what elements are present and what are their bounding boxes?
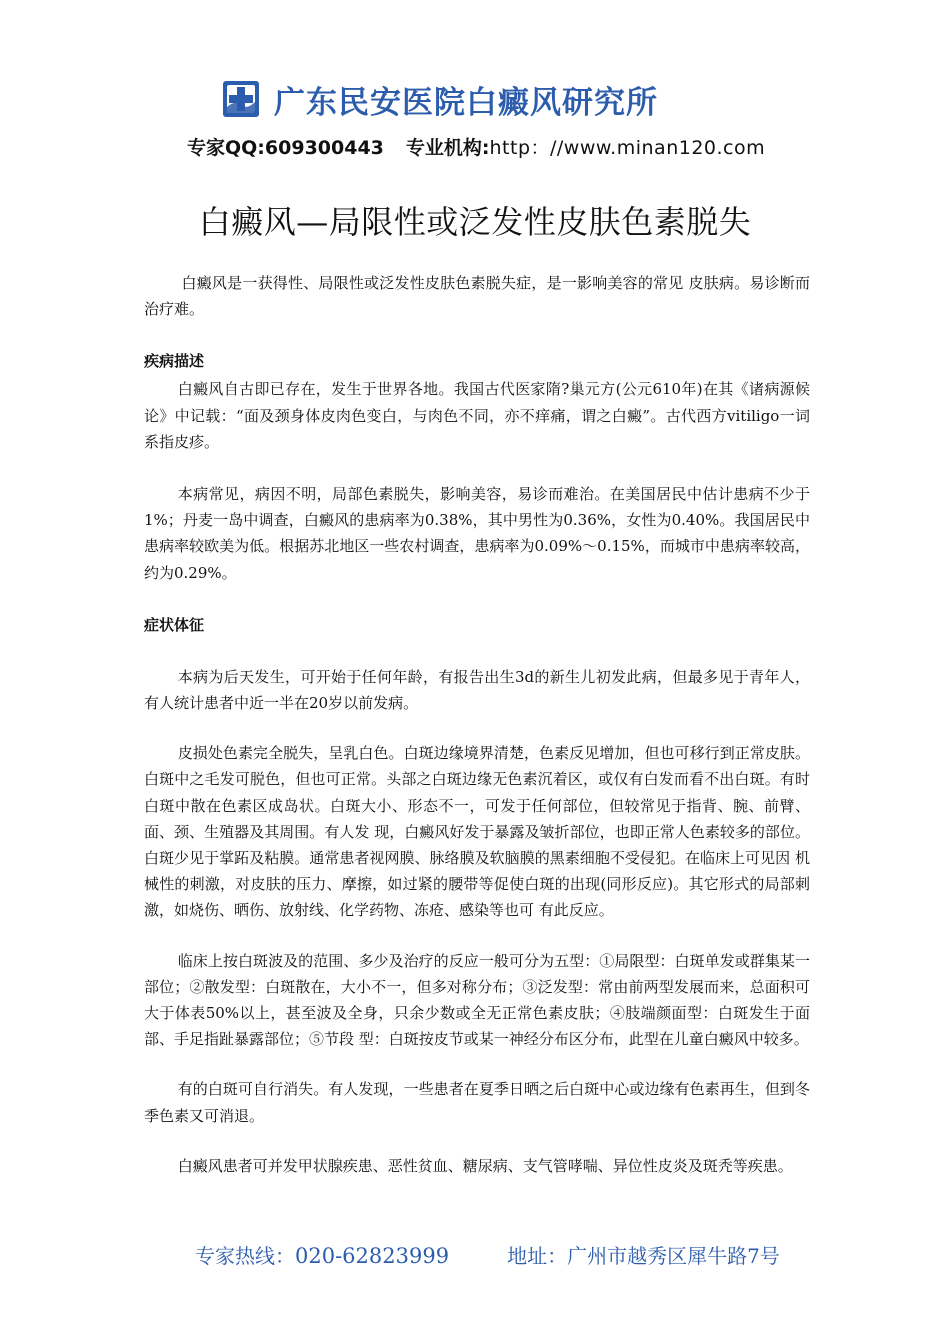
qq-number: 609300443 [264, 137, 384, 159]
footer-contact [195, 1240, 780, 1269]
paragraph: 白癜风患者可并发甲状腺疾患、恶性贫血、糖尿病、支气管哮喘、异位性皮炎及斑秃等疾患。 [177, 1156, 793, 1175]
paragraph: 白癜风自古即已存在，发生于世界各地。我国古代医家隋?巢元方(公元610年)在其《诸病源候论》中记载：“面及颈身体皮肉色变白，与肉色不同，亦不痒痛，谓之白癜”。古代西方vitiligo一词系指皮疹。 [144, 380, 810, 451]
hotline-label: 专家热线： [195, 1244, 295, 1268]
qq-label: 专家QQ: [187, 137, 265, 159]
article-body [144, 270, 810, 1179]
paragraph: 皮损处色素完全脱失，呈乳白色。白斑边缘境界清楚，色素反见增加，但也可移行到正常皮肤。白斑中之毛发可脱色，但也可正常。头部之白斑边缘无色素沉着区，或仅有白发而看不出白斑。有时白斑中散在色素区成岛状。白斑大小、形态不一，可发于任何部位，但较常见于指背、腕、前臂、面、颈、生殖器及其周围。有人发 现，白癜风好发于暴露及皱折部位，也即正常人色素较多的部位。白斑少见于掌跖及粘膜。通常患者视网膜、脉络膜及软脑膜的黑素细胞不受侵犯。在临床上可见因 机械性的刺激，对皮肤的压力、摩擦，如过紧的腰带等促使白斑的出现(同形反应)。其它形式的局部刺激，如烧伤、晒伤、放射线、化学药物、冻疮、感染等也可 有此反应。 [144, 744, 810, 920]
document-title: 白癜风—局限性或泛发性皮肤色素脱失 [198, 203, 752, 242]
header-logo [222, 78, 658, 120]
section-heading-description: 疾病描述 [144, 352, 205, 371]
site-label: 专业机构: [405, 137, 490, 159]
hotline-number: 020-62823999 [295, 1244, 450, 1268]
intro-paragraph: 白癜风是一获得性、局限性或泛发性皮肤色素脱失症，是一影响美容的常见 皮肤病。易诊断而治疗难。 [144, 274, 810, 319]
section-heading-symptoms: 症状体征 [144, 615, 205, 634]
site-url[interactable]: http：//www.minan120.com [489, 137, 766, 159]
hospital-cross-icon [222, 80, 260, 118]
contact-line [187, 133, 765, 160]
address-text: 广州市越秀区犀牛路7号 [567, 1244, 780, 1268]
organization-name: 广东民安医院白癜风研究所 [274, 84, 658, 121]
address-label: 地址： [507, 1244, 568, 1268]
paragraph: 本病为后天发生，可开始于任何年龄，有报告出生3d的新生儿初发此病，但最多见于青年人，有人统计患者中近一半在20岁以前发病。 [144, 667, 810, 713]
paragraph: 本病常见，病因不明，局部色素脱失，影响美容，易诊而难治。在美国居民中估计患病不少于1%；丹麦一岛中调查，白癜风的患病率为0.38%，其中男性为0.36%，女性为0.40%。我国居民中患病率较欧美为低。根据苏北地区一些农村调查，患病率为0.09%～0.15%，而城市中患病率较高，约为0.29%。 [144, 485, 810, 582]
paragraph: 有的白斑可自行消失。有人发现，一些患者在夏季日晒之后白斑中心或边缘有色素再生，但到冬季色素又可消退。 [144, 1080, 810, 1125]
paragraph: 临床上按白斑波及的范围、多少及治疗的反应一般可分为五型：①局限型：白斑单发或群集某一部位；②散发型：白斑散在，大小不一，但多对称分布；③泛发型：常由前两型发展而来，总面积可大于体表50%以上，甚至波及全身，只余少数或全无正常色素皮肤；④肢端颜面型：白斑发生于面部、手足指趾暴露部位；⑤节段 型：白斑按皮节或某一神经分布区分布，此型在儿童白癜风中较多。 [144, 951, 810, 1049]
